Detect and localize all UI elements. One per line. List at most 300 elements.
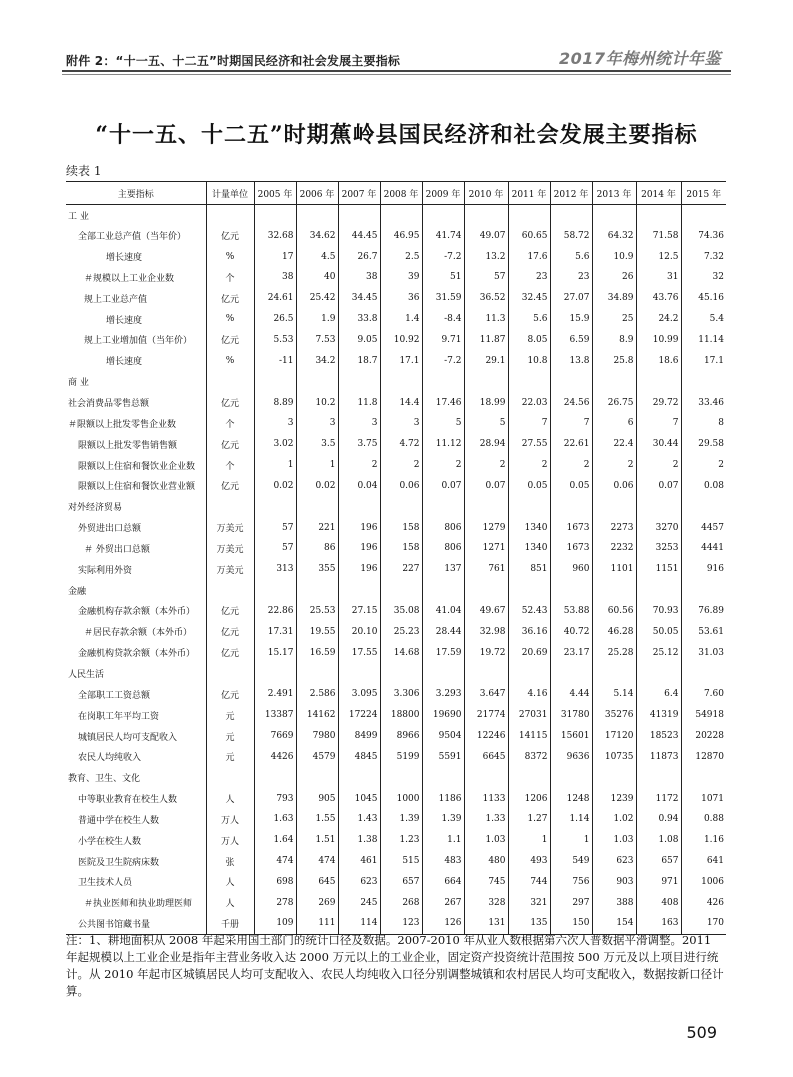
table-cell: 3.75 xyxy=(338,434,380,455)
table-cell: 70.93 xyxy=(636,601,681,622)
table-cell: 7 xyxy=(550,413,592,434)
table-cell: 74.36 xyxy=(681,225,726,246)
row-unit: 元 xyxy=(206,746,254,767)
table-cell: 5.6 xyxy=(550,246,592,267)
table-cell: 10.2 xyxy=(296,392,338,413)
table-cell: 1 xyxy=(254,455,296,476)
table-cell: 13387 xyxy=(254,705,296,726)
table-cell xyxy=(338,767,380,788)
table-cell: 34.2 xyxy=(296,350,338,371)
table-cell: 2 xyxy=(508,455,550,476)
table-cell: 4457 xyxy=(681,517,726,538)
table-cell: 645 xyxy=(296,872,338,893)
table-cell: 10.9 xyxy=(592,246,636,267)
table-cell: 17.6 xyxy=(508,246,550,267)
table-cell: 474 xyxy=(296,851,338,872)
table-cell xyxy=(464,767,508,788)
table-cell xyxy=(550,205,592,226)
row-label: 限额以上住宿和餐饮业营业额 xyxy=(78,482,196,493)
table-cell: 29.1 xyxy=(464,350,508,371)
table-cell: 623 xyxy=(338,872,380,893)
table-cell: 196 xyxy=(338,517,380,538)
table-cell: 4426 xyxy=(254,746,296,767)
column-header-unit: 计量单位 xyxy=(206,182,254,205)
table-cell: 17.31 xyxy=(254,621,296,642)
row-unit: 亿元 xyxy=(206,434,254,455)
table-cell: 24.61 xyxy=(254,288,296,309)
table-cell: 1248 xyxy=(550,788,592,809)
table-cell: 745 xyxy=(464,872,508,893)
table-cell xyxy=(296,496,338,517)
row-label: 商 业 xyxy=(68,378,89,389)
row-label: 中等职业教育在校生人数 xyxy=(78,795,178,806)
table-cell xyxy=(636,371,681,392)
table-cell xyxy=(636,496,681,517)
indicator-table xyxy=(66,181,726,935)
row-unit: 亿元 xyxy=(206,288,254,309)
row-unit: 人 xyxy=(206,892,254,913)
table-cell: 38 xyxy=(254,267,296,288)
table-cell: 3.647 xyxy=(464,684,508,705)
row-label: 限额以上批发零售销售额 xyxy=(78,440,178,451)
table-cell xyxy=(422,580,464,601)
table-cell: 2.586 xyxy=(296,684,338,705)
table-cell: 27.07 xyxy=(550,288,592,309)
table-cell xyxy=(380,371,422,392)
row-unit: 人 xyxy=(206,788,254,809)
table-cell: 0.94 xyxy=(636,809,681,830)
table-row xyxy=(66,538,726,559)
table-cell: 10.8 xyxy=(508,350,550,371)
table-cell: 31 xyxy=(636,267,681,288)
row-unit: 元 xyxy=(206,705,254,726)
table-cell xyxy=(422,663,464,684)
table-cell: 17.46 xyxy=(422,392,464,413)
table-cell xyxy=(422,496,464,517)
column-header-year: 2006 年 xyxy=(296,182,338,205)
table-cell: 19.72 xyxy=(464,642,508,663)
table-cell: 474 xyxy=(254,851,296,872)
table-cell xyxy=(550,496,592,517)
table-cell: 2 xyxy=(380,455,422,476)
table-cell: 163 xyxy=(636,913,681,934)
table-row xyxy=(66,788,726,809)
indicator-table-wrapper xyxy=(66,181,726,935)
table-cell: 71.58 xyxy=(636,225,681,246)
table-cell: 0.07 xyxy=(464,475,508,496)
table-cell xyxy=(338,496,380,517)
table-cell xyxy=(296,663,338,684)
table-cell: 269 xyxy=(296,892,338,913)
table-cell: 17.55 xyxy=(338,642,380,663)
table-cell: 11.14 xyxy=(681,330,726,351)
column-header-year: 2010 年 xyxy=(464,182,508,205)
table-row xyxy=(66,455,726,476)
table-cell: 0.07 xyxy=(636,475,681,496)
table-cell: 158 xyxy=(380,517,422,538)
row-unit: 个 xyxy=(206,267,254,288)
row-label: 增长速度 xyxy=(106,357,143,368)
table-cell: 5.53 xyxy=(254,330,296,351)
row-label: 金融机构贷款余额（本外币） xyxy=(78,649,196,660)
table-cell: 3253 xyxy=(636,538,681,559)
table-row xyxy=(66,767,726,788)
table-cell: 8.9 xyxy=(592,330,636,351)
row-unit: % xyxy=(206,246,254,267)
table-cell: 1.39 xyxy=(422,809,464,830)
table-cell: 11.87 xyxy=(464,330,508,351)
table-cell: 28.44 xyxy=(422,621,464,642)
table-cell: 916 xyxy=(681,559,726,580)
row-label: 公共图书馆藏书量 xyxy=(66,913,206,934)
row-label: ＃居民存款余额（本外币） xyxy=(84,628,193,639)
table-cell: 971 xyxy=(636,872,681,893)
table-cell xyxy=(296,767,338,788)
table-row xyxy=(66,705,726,726)
table-cell: 657 xyxy=(380,872,422,893)
table-row xyxy=(66,475,726,496)
table-row xyxy=(66,684,726,705)
table-cell xyxy=(380,496,422,517)
row-label: 全部工业总产值（当年价） xyxy=(78,232,187,243)
table-row xyxy=(66,517,726,538)
column-header-year: 2014 年 xyxy=(636,182,681,205)
table-cell: 3 xyxy=(338,413,380,434)
table-cell xyxy=(254,496,296,517)
row-unit: 亿元 xyxy=(206,225,254,246)
table-cell: 25.28 xyxy=(592,642,636,663)
table-cell: 40.72 xyxy=(550,621,592,642)
table-row xyxy=(66,621,726,642)
table-cell: 25.42 xyxy=(296,288,338,309)
column-header-year: 2011 年 xyxy=(508,182,550,205)
table-cell xyxy=(550,663,592,684)
table-cell: 33.46 xyxy=(681,392,726,413)
table-cell: 19690 xyxy=(422,705,464,726)
table-cell: 2 xyxy=(681,455,726,476)
row-label: 全部职工工资总额 xyxy=(78,690,151,701)
table-row xyxy=(66,601,726,622)
table-cell: 26.75 xyxy=(592,392,636,413)
table-cell: 150 xyxy=(550,913,592,934)
table-cell: 5591 xyxy=(422,746,464,767)
table-cell: 158 xyxy=(380,538,422,559)
table-cell: 25.53 xyxy=(296,601,338,622)
page-number: 509 xyxy=(686,1023,717,1042)
table-cell: 32.68 xyxy=(254,225,296,246)
table-cell: 1 xyxy=(508,830,550,851)
table-row xyxy=(66,913,726,934)
table-cell: 1.64 xyxy=(254,830,296,851)
table-cell: 17120 xyxy=(592,726,636,747)
table-body xyxy=(66,205,726,935)
table-cell xyxy=(422,205,464,226)
row-label: 限额以上住宿和餐饮业企业数 xyxy=(78,461,196,472)
table-cell: 26.5 xyxy=(254,309,296,330)
table-cell: 9.05 xyxy=(338,330,380,351)
table-cell: 12.5 xyxy=(636,246,681,267)
table-cell: 20228 xyxy=(681,726,726,747)
table-cell: 3.5 xyxy=(296,434,338,455)
table-cell: 131 xyxy=(464,913,508,934)
table-cell: 744 xyxy=(508,872,550,893)
table-cell: 36.52 xyxy=(464,288,508,309)
table-cell: 10.92 xyxy=(380,330,422,351)
table-row xyxy=(66,267,726,288)
table-row xyxy=(66,580,726,601)
table-cell: 1006 xyxy=(681,872,726,893)
row-label: 农民人均纯收入 xyxy=(78,753,142,764)
table-cell: 1340 xyxy=(508,538,550,559)
table-cell: 196 xyxy=(338,538,380,559)
table-cell xyxy=(464,496,508,517)
column-header-year: 2009 年 xyxy=(422,182,464,205)
row-unit xyxy=(206,371,254,392)
table-cell xyxy=(508,580,550,601)
table-row xyxy=(66,246,726,267)
row-label: 增长速度 xyxy=(106,315,143,326)
row-unit: 万人 xyxy=(206,809,254,830)
table-cell: 111 xyxy=(296,913,338,934)
table-cell: 1.23 xyxy=(380,830,422,851)
table-cell xyxy=(338,371,380,392)
table-cell: 1.02 xyxy=(592,809,636,830)
row-unit: % xyxy=(206,350,254,371)
table-cell: 1.43 xyxy=(338,809,380,830)
table-cell xyxy=(592,663,636,684)
table-cell xyxy=(592,205,636,226)
table-cell: 36.16 xyxy=(508,621,550,642)
row-label: ＃执业医师和执业助理医师 xyxy=(84,899,193,910)
table-cell: 11.8 xyxy=(338,392,380,413)
table-cell xyxy=(338,580,380,601)
row-label: 小学在校生人数 xyxy=(78,836,142,847)
table-cell xyxy=(550,371,592,392)
table-cell: 16.59 xyxy=(296,642,338,663)
table-cell: 641 xyxy=(681,851,726,872)
running-header-left: 附件 2：“十一五、十二五”时期国民经济和社会发展主要指标 xyxy=(66,54,401,68)
table-cell: 39 xyxy=(380,267,422,288)
table-cell: 297 xyxy=(550,892,592,913)
table-cell: 109 xyxy=(254,913,296,934)
table-row xyxy=(66,746,726,767)
table-cell: 23 xyxy=(508,267,550,288)
table-cell: 53.61 xyxy=(681,621,726,642)
table-cell: 461 xyxy=(338,851,380,872)
table-cell xyxy=(681,663,726,684)
table-cell: 321 xyxy=(508,892,550,913)
footnote xyxy=(66,932,726,1000)
table-cell: 6645 xyxy=(464,746,508,767)
table-cell: 6.4 xyxy=(636,684,681,705)
table-cell: 3 xyxy=(254,413,296,434)
row-label: ＃限额以上批发零售企业数 xyxy=(68,419,177,430)
table-row xyxy=(66,288,726,309)
table-cell: 12246 xyxy=(464,726,508,747)
table-cell: 22.4 xyxy=(592,434,636,455)
table-row xyxy=(66,809,726,830)
row-unit: 张 xyxy=(206,851,254,872)
table-cell: 22.61 xyxy=(550,434,592,455)
table-cell xyxy=(380,580,422,601)
row-label: 实际利用外资 xyxy=(78,565,133,576)
table-cell: 4.72 xyxy=(380,434,422,455)
table-cell: 1.39 xyxy=(380,809,422,830)
table-cell xyxy=(380,663,422,684)
table-cell: 1239 xyxy=(592,788,636,809)
row-unit: 亿元 xyxy=(206,621,254,642)
row-unit: 亿元 xyxy=(206,642,254,663)
table-cell xyxy=(636,580,681,601)
table-cell xyxy=(508,663,550,684)
column-header-year: 2013 年 xyxy=(592,182,636,205)
table-cell: 8 xyxy=(681,413,726,434)
page-title: “十一五、十二五”时期蕉岭县国民经济和社会发展主要指标 xyxy=(95,122,698,148)
row-unit xyxy=(206,663,254,684)
column-header-year: 2007 年 xyxy=(338,182,380,205)
table-cell: 1.03 xyxy=(464,830,508,851)
table-cell: 4.5 xyxy=(296,246,338,267)
table-cell: 25.12 xyxy=(636,642,681,663)
table-cell: 20.69 xyxy=(508,642,550,663)
table-cell: 549 xyxy=(550,851,592,872)
row-label: 普通中学在校生人数 xyxy=(78,815,160,826)
table-cell: 355 xyxy=(296,559,338,580)
table-cell: 5.6 xyxy=(508,309,550,330)
table-cell: 4.44 xyxy=(550,684,592,705)
table-cell xyxy=(592,580,636,601)
table-cell: 13.8 xyxy=(550,350,592,371)
table-cell xyxy=(636,205,681,226)
table-cell xyxy=(550,767,592,788)
table-cell xyxy=(296,371,338,392)
table-cell: 515 xyxy=(380,851,422,872)
table-cell: 756 xyxy=(550,872,592,893)
table-cell: 657 xyxy=(636,851,681,872)
row-label: ＃ 外贸出口总额 xyxy=(84,544,150,555)
table-cell: 6.59 xyxy=(550,330,592,351)
table-cell: 0.06 xyxy=(380,475,422,496)
table-cell: 5 xyxy=(464,413,508,434)
table-cell: 135 xyxy=(508,913,550,934)
table-cell: 170 xyxy=(681,913,726,934)
table-cell: 806 xyxy=(422,517,464,538)
table-cell: 23.17 xyxy=(550,642,592,663)
table-cell: 3.293 xyxy=(422,684,464,705)
table-cell: 27.55 xyxy=(508,434,550,455)
table-cell: 5199 xyxy=(380,746,422,767)
table-cell: 1.08 xyxy=(636,830,681,851)
table-row xyxy=(66,371,726,392)
table-cell: 11.3 xyxy=(464,309,508,330)
table-cell: 51 xyxy=(422,267,464,288)
table-cell: 1.03 xyxy=(592,830,636,851)
table-cell: 60.65 xyxy=(508,225,550,246)
table-cell: 53.88 xyxy=(550,601,592,622)
table-cell: 1.27 xyxy=(508,809,550,830)
table-cell xyxy=(681,767,726,788)
table-cell: 4441 xyxy=(681,538,726,559)
table-cell: 123 xyxy=(380,913,422,934)
table-cell: 1673 xyxy=(550,538,592,559)
column-header-year: 2008 年 xyxy=(380,182,422,205)
table-cell xyxy=(508,767,550,788)
table-cell xyxy=(681,496,726,517)
table-row xyxy=(66,309,726,330)
row-unit: 万人 xyxy=(206,830,254,851)
table-cell: 8.05 xyxy=(508,330,550,351)
row-label: 规上工业增加值（当年价） xyxy=(84,336,193,347)
table-cell: 28.94 xyxy=(464,434,508,455)
table-cell: 2232 xyxy=(592,538,636,559)
table-cell: 31.59 xyxy=(422,288,464,309)
table-cell: 1.38 xyxy=(338,830,380,851)
table-cell: 46.95 xyxy=(380,225,422,246)
table-cell: 2 xyxy=(422,455,464,476)
table-cell xyxy=(254,663,296,684)
table-cell xyxy=(296,205,338,226)
row-unit: 亿元 xyxy=(206,392,254,413)
table-cell: 1 xyxy=(296,455,338,476)
table-cell: 2 xyxy=(338,455,380,476)
table-cell: 623 xyxy=(592,851,636,872)
table-cell: 1.16 xyxy=(681,830,726,851)
table-cell: 3.095 xyxy=(338,684,380,705)
table-cell xyxy=(380,205,422,226)
table-cell: 7.60 xyxy=(681,684,726,705)
table-cell: 960 xyxy=(550,559,592,580)
table-cell: 851 xyxy=(508,559,550,580)
table-cell: 4579 xyxy=(296,746,338,767)
table-cell: 905 xyxy=(296,788,338,809)
table-cell: 5.14 xyxy=(592,684,636,705)
table-cell: 0.02 xyxy=(254,475,296,496)
table-cell: 34.62 xyxy=(296,225,338,246)
table-row xyxy=(66,225,726,246)
table-row xyxy=(66,434,726,455)
table-cell: 17.1 xyxy=(681,350,726,371)
table-cell: 14.68 xyxy=(380,642,422,663)
footnote-text: 注：1、耕地面积从 2008 年起采用国土部门的统计口径及数据。2007-2010 年从业人数根据第六次人普数据平滑调整。2011 年起规模以上工业企业是指年主营业务收入达 2000 万元以上的工业企业，固定资产投资统计范围按 500 万元及以上项目进行统计。从 2010 年起市区城镇居民人均可支配收入、农民人均纯收入口径分别调整城镇和农村居民人均可支配收入，数据按新口径计算。 xyxy=(66,933,724,998)
table-cell xyxy=(550,580,592,601)
table-cell: 9.71 xyxy=(422,330,464,351)
table-cell xyxy=(254,205,296,226)
table-cell: 7980 xyxy=(296,726,338,747)
table-cell: 114 xyxy=(338,913,380,934)
table-cell: 25 xyxy=(592,309,636,330)
table-cell: 698 xyxy=(254,872,296,893)
table-cell: 408 xyxy=(636,892,681,913)
table-row xyxy=(66,496,726,517)
row-label: 金融机构存款余额（本外币） xyxy=(78,607,196,618)
table-cell: 22.86 xyxy=(254,601,296,622)
table-cell: 5.4 xyxy=(681,309,726,330)
table-cell: 0.05 xyxy=(508,475,550,496)
table-cell: 38 xyxy=(338,267,380,288)
table-cell: 806 xyxy=(422,538,464,559)
table-cell: 137 xyxy=(422,559,464,580)
row-unit: 个 xyxy=(206,413,254,434)
column-header-indicator: 主要指标 xyxy=(66,182,206,205)
table-cell: 31780 xyxy=(550,705,592,726)
row-unit xyxy=(206,205,254,226)
table-cell: 40 xyxy=(296,267,338,288)
table-cell: 1101 xyxy=(592,559,636,580)
table-cell: 267 xyxy=(422,892,464,913)
table-cell: 3 xyxy=(380,413,422,434)
table-cell: 0.08 xyxy=(681,475,726,496)
table-cell: 15.9 xyxy=(550,309,592,330)
